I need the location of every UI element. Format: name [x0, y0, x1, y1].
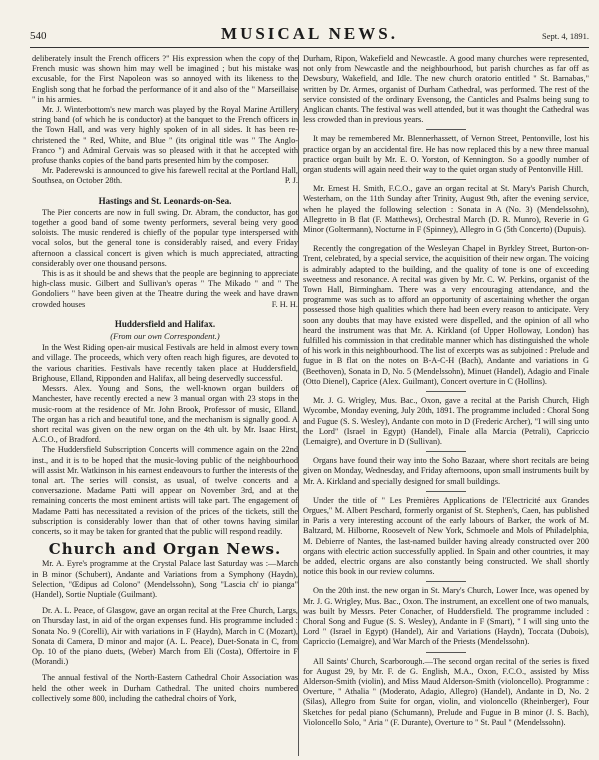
- section-subtitle: (From our own Correspondent.): [110, 331, 220, 342]
- paragraph: The Huddersfield Subscription Concerts will commence again on the 22nd inst., and it is to be hoped that the music-loving public of the neighbourhood will assist Mr. Watkinson in his earnest endeavours to further the interests of the tonal art. The series will consist, as usual, of twelve concerts and a conversazione. Madame Patti will appear on November 3rd, and at the remaining concerts the most eminent artists will take part. The engagement of Madame Patti has necessitated a revision of the prices of the tickets, still the subscription is considerably lower than that of other towns having similar concerts, so it may be taken for granted that the public will respond readily.: [32, 445, 299, 536]
- paragraph: In the West Riding open-air musical Festivals are held in almost every town and village. The proceeds, which very often reach high figures, are devoted to the various charities. Festivals have recently taken place at Huddersfield, Brighouse, Elland, Ripponden and Halifax, all being deservedly successful.: [32, 343, 298, 383]
- divider: [426, 581, 466, 582]
- paragraph: Mr. J. G. Wrigley, Mus. Bac., Oxon, gave a recital at the Parish Church, High Wycombe, Monday evening, July 20th, 1891. The programme included : Choral Song and Fugue (S. S. Wesley), Andante con moto in D (Frederic Archer), "I will sing unto the Lord" (Israel in Egypt) (Handel), Finale alla Marcia (Petrali), Capriccio (Lemaigre), and Overture in D (Sullivan).: [303, 396, 589, 446]
- journal-title: MUSICAL NEWS.: [221, 24, 398, 43]
- column-divider: [298, 55, 299, 756]
- paragraph: Mr. Ernest H. Smith, F.C.O., gave an organ recital at St. Mary's Parish Church, Westerham, on the 11th Sunday after Trinity, August 9th, after the evening service, when he played the following selection : Sonata in A (No. 3) (Mendelssohn), Allegretto in B flat (F. Matthews), Orchestral March (D. R. Munro), Reverie in G Minor (Goltermann), Nocturne in F (Spinney), Allegro in G (5th Concerto) (Dupuis).: [303, 184, 589, 235]
- paragraph: The Pier concerts are now in full swing. Dr. Abram, the conductor, has got together a good band of some twenty performers, several being very good soloists. The music rendered is chiefly of the popular type interspersed with vocal solos, but the general tone is considerably raised, and every Friday afternoon a classical concert is given which is much appreciated, attracting considerably over one thousand persons.: [32, 207, 298, 268]
- paragraph: Durham, Ripon, Wakefield and Newcastle. A good many churches were represented, not only from Newcastle and the neighbourhood, but parish churches as far off as Dewsbury, Wakefield, and Idle. The new church oratorio entitled " St. Barnabas," written by Dr. Armes, organist of Durham Cathedral, was performed. The rest of the service consisted of the ordinary Evensong, the Canticles and Psalms being sung to Anglican chants. The festival was well attended, but it was thought the Cathedral was less crowded than in previous years.: [303, 54, 589, 125]
- paragraph: Messrs. Alex. Young and Sons, the well-known organ builders of Manchester, have recently erected a new 3 manual organ with 23 stops in the music-room at the residence of Mr. John Brook, Professor of music, Elland. The organ has a rich and beautiful tone, and the mechanism is signally good. A short recital was given on the new organ on the 4th ult. by Mr. Isaac Hirst, A.C.O., of Bradford.: [32, 384, 298, 445]
- issue-date: Sept. 4, 1891.: [542, 31, 589, 41]
- paragraph: deliberately insult the French officers ?" His expression when the copy of the French music was shown him may well be imagined ; but his mistake was excusable, for the First Napoleon was so annoyed with its likeness to the English song that he forbad the performance of it and also of the " Marseillaise " in his armies.: [32, 54, 298, 104]
- paragraph: Dr. A. L. Peace, of Glasgow, gave an organ recital at the Free Church, Largs, on Thursday last, in aid of the organ expenses fund. His programme included : Sonata No. 9 (Corelli), Air with variations in F (Haydn), March in C (Mozart), Sonata di Camera, D minor and major (A. L. Peace), Duet-Sonata in C, from Op. 10 of the piano duets, (Weber) March from Eli (Costa), Offertoire in F (Morandi.): [32, 606, 298, 667]
- paragraph: Recently the congregation of the Wesleyan Chapel in Byrkley Street, Burton-on-Trent, celebrated, by a special service, the acquisition of their new organ. The voicing is admirably adapted to the building, and the quality of tone is one of exceeding sweetness and resonance. A recital was given by Mr. C. W. Perkins, organist of the Town Hall, Birmingham. There was a very encouraging attendance, and the programme was such as to afford an opportunity of ascertaining whether the organ possessed those high qualities which there had been every reason to anticipate. Very soon any doubts that may have existed were dispelled, and the opinion of all who heard the instrument was that Mr. A. Kirkland (of Upper Holloway, London) has fulfilled his commission in that creditable manner which has distinguished the whole of his work in this neighbourhood. The list of excerpts was as subjoined : Prelude and fugue in B flat on the notes on B-A-C-H (Bach), Andante and variations in G (Beethoven), Sonata in D, No. 5 (Mendelssohn), Minuet (Handel), Adagio and Finale (Otto Dienel), Caprice (Alex. Guilmant), Concert overture in C (Hollins).: [303, 244, 589, 386]
- signature: F. H. H.: [271, 299, 298, 309]
- section-title: Hastings and St. Leonards-on-Sea.: [98, 195, 232, 206]
- paragraph: [32, 166, 298, 186]
- divider: [426, 391, 466, 392]
- paragraph: Organs have found their way into the Soho Bazaar, where short recitals are being given on Monday, Wednesday, and Friday afternoons, upon small instruments built by Mr. A. Kirkland and specially designed for small buildings.: [303, 456, 589, 486]
- paragraph-text: Mr. Paderewski is announced to give his farewell recital at the Portland Hall, Southsea, on October 28th.: [32, 166, 298, 186]
- paragraph: It may be remembered Mr. Blennerhassett, of Vernon Street, Pentonville, lost his practice organ by an accidental fire. He has now replaced this by a new three manual practice organ built by Mr. E. O. Yorston, of Kennington. So a goodly number of organ students will again need their way to the quiet organ study of Pentonville Hill.: [303, 134, 589, 175]
- divider: [426, 491, 466, 492]
- paragraph: Mr. A. Eyre's programme at the Crystal Palace last Saturday was :—March in B minor (Schubert), Andante and Variations from a Symphony (Haydn), Selection, "Œdipus ad Colono" (Mendelssohn), Song "Lascia ch' io pianga" (Handel), Sortie Nuptiale (Guilmant).: [32, 559, 298, 599]
- paragraph: The annual festival of the North-Eastern Cathedral Choir Association was held the other week in Durham Cathedral. The united choirs numbered collectively some 800, including the cathedral choirs of York,: [32, 673, 298, 703]
- header-rule: [30, 47, 589, 48]
- right-column: [303, 54, 589, 728]
- page-header: [30, 24, 589, 44]
- paragraph: On the 20th inst. the new organ in St. Mary's Church, Lower Ince, was opened by Mr. J. G. Wrigley, Mus. Bac., Oxon. The instrument, an excellent one of two manuals, was built by Messrs. Peter Conacher, of Huddersfield. The programme included : Choral Song and Fugue (S. S. Wesley), Andante in F (Smart), " I will sing unto the Lord " (Israel in Egypt) (Handel), Air and Variations (Haydn), Toccata (Dubois), Capriccio (Lemaigre), and War March of the Priests (Mendelssohn).: [303, 586, 589, 647]
- paragraph: Mr. J. Winterbottom's new march was played by the Royal Marine Artillery string band (of which he is conductor) at the banquet to the French officers in the Town Hall, and was very highly spoken of in all sides. It has been re-christened the " Red, White, and Blue " (its original title was " The Anglo-Franco ") and Admiral Gervais was so pleased with it that he accepted with profuse thanks copies of the band parts presented him by the composer.: [32, 105, 298, 166]
- divider: [426, 652, 466, 653]
- page-number: 540: [30, 30, 47, 42]
- signature: P. J.: [284, 176, 298, 186]
- divider: [426, 451, 466, 452]
- paragraph: Under the title of " Les Premières Applications de l'Electricité aux Grandes Orgues," M. Albert Peschard, formerly organist of St. Stephen's, Caen, has published in Paris a very interesting account of the early labours of Barker, the work of M. Baltzard, M. Hilborne, Roosevelt of New York, Schmoele and Mols of Philadelphia, M. Debierre of Nantes, the last-named builder having already constructed over 200 organs with electric action successfully applied. In Spain and other countries, it may be added, electric organs are also constantly being constructed. We shall shortly notice this book in our review columns.: [303, 495, 589, 577]
- section-heading: Church and Organ News.: [48, 540, 282, 559]
- section-title: Huddersfield and Halifax.: [114, 318, 216, 329]
- paragraph: [32, 269, 298, 310]
- divider: [426, 239, 466, 240]
- paragraph-text: This is as it should be and shews that the people are beginning to appreciate high-class music. Gilbert and Sullivan's operas " The Mikado " and " The Gondoliers " have been given at the Theatre during the week and have drawn crowded houses: [32, 269, 298, 309]
- paragraph: All Saints' Church, Scarborough.—The second organ recital of the series is fixed for August 29, by Mr. F. de G. English, M.A., Oxon, F.C.O., assisted by Miss Alderson-Smith (violin), and Miss Maud Alderson-Smith (violoncello). Programme : Overture, " Athalia " (Moderato, Adagio, Allegro) (Handel), Andante in D, No. 2 (Silas), Allegro from Suite for organ, violin, and violoncello (Rheinberger), Four Sketches for pedal piano (Schumann), Prelude and Fugue in B minor (J. S. Bach), Violoncello Solo, " Aria " (F. Durante), Overture to " St. Paul " (Mendelssohn).: [303, 656, 589, 727]
- left-column: [32, 54, 298, 704]
- divider: [426, 179, 466, 180]
- divider: [426, 129, 466, 130]
